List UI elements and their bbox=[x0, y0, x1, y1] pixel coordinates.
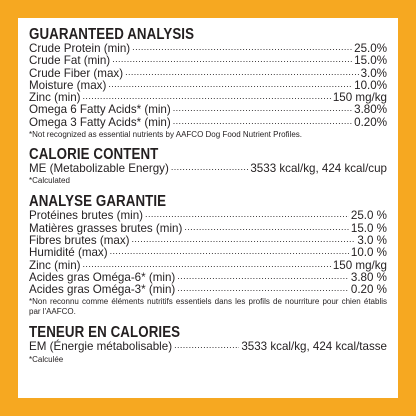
nutrient-label: Fibres brutes (max) bbox=[29, 233, 130, 247]
nutrient-value: 150 mg/kg bbox=[332, 91, 387, 105]
nutrient-value: 0.20 % bbox=[350, 283, 387, 297]
nutrient-label: Crude Protein (min) bbox=[29, 42, 131, 55]
leader-dots bbox=[132, 41, 352, 53]
teneur-value: 3533 kcal/kg, 424 kcal/tasse bbox=[241, 340, 387, 354]
leader-dots bbox=[145, 208, 349, 220]
nutrient-value: 10.0% bbox=[354, 78, 387, 92]
nutrition-panel bbox=[18, 18, 398, 398]
nutrient-value: 3.80 % bbox=[350, 270, 387, 284]
leader-dots bbox=[125, 66, 359, 78]
leader-dots bbox=[177, 282, 349, 294]
calorie-label: ME (Metabolizable Energy) bbox=[29, 162, 169, 176]
nutrient-label: Crude Fiber (max) bbox=[29, 66, 124, 80]
calorie-content-heading: CALORIE CONTENT bbox=[29, 146, 159, 164]
guaranteed-analysis-table bbox=[29, 43, 387, 129]
nutrient-label: Zinc (min) bbox=[29, 91, 81, 105]
nutrient-value: 3.80% bbox=[354, 103, 387, 117]
leader-dots bbox=[108, 78, 352, 90]
leader-dots bbox=[132, 233, 356, 245]
nutrient-label: Zinc (min) bbox=[29, 258, 81, 272]
leader-dots bbox=[83, 258, 331, 270]
nutrient-value: 0.20% bbox=[354, 115, 387, 129]
nutrient-label: Matières grasses brutes (min) bbox=[29, 221, 183, 235]
nutrient-label: Humidité (max) bbox=[29, 246, 108, 260]
nutrient-label: Moisture (max) bbox=[29, 78, 107, 92]
leader-dots bbox=[171, 161, 249, 173]
analyse-garantie-heading: ANALYSE GARANTIE bbox=[29, 193, 167, 211]
nutrient-value: 10.0 % bbox=[350, 246, 387, 260]
nutrient-value: 25.0% bbox=[354, 42, 387, 55]
nutrient-label: Omega 3 Fatty Acids* (min) bbox=[29, 115, 171, 129]
teneur-label: EM (Énergie métabolisable) bbox=[29, 340, 173, 354]
leader-dots bbox=[174, 339, 239, 351]
leader-dots bbox=[177, 270, 349, 282]
nutrient-row bbox=[29, 284, 387, 296]
nutrient-label: Crude Fat (min) bbox=[29, 54, 111, 68]
nutrient-label: Acides gras Oméga-6* (min) bbox=[29, 270, 176, 284]
leader-dots bbox=[110, 245, 349, 257]
nutrient-value: 3.0% bbox=[360, 66, 387, 80]
nutrient-value: 15.0% bbox=[354, 54, 387, 68]
nutrient-row bbox=[29, 117, 387, 129]
nutrient-value: 25.0 % bbox=[350, 209, 387, 223]
guaranteed-analysis-heading: GUARANTEED ANALYSIS bbox=[29, 26, 195, 43]
leader-dots bbox=[173, 115, 352, 127]
nutrient-label: Protéines brutes (min) bbox=[29, 209, 144, 223]
teneur-note: *Calculée bbox=[29, 354, 64, 364]
analyse-garantie-note: *Non reconnu comme éléments nutritifs essentiels dans les profils de nourriture pour chien établis par l'AAFCO. bbox=[29, 297, 387, 317]
nutrient-label: Omega 6 Fatty Acids* (min) bbox=[29, 103, 171, 117]
calorie-row bbox=[29, 163, 387, 175]
leader-dots bbox=[83, 90, 331, 102]
leader-dots bbox=[184, 221, 349, 233]
calorie-note: *Calculated bbox=[29, 176, 70, 186]
leader-dots bbox=[173, 102, 352, 114]
teneur-row bbox=[29, 341, 387, 353]
leader-dots bbox=[112, 53, 352, 65]
nutrient-value: 15.0 % bbox=[350, 221, 387, 235]
analyse-garantie-table bbox=[29, 210, 387, 296]
guaranteed-analysis-note: *Not recognized as essential nutrients by AAFCO Dog Food Nutrient Profiles. bbox=[29, 130, 303, 140]
nutrient-value: 3.0 % bbox=[357, 233, 387, 247]
nutrient-value: 150 mg/kg bbox=[332, 258, 387, 272]
nutrient-label: Acides gras Oméga-3* (min) bbox=[29, 283, 176, 297]
calorie-value: 3533 kcal/kg, 424 kcal/cup bbox=[250, 162, 387, 176]
teneur-calories-heading: TENEUR EN CALORIES bbox=[29, 324, 181, 342]
